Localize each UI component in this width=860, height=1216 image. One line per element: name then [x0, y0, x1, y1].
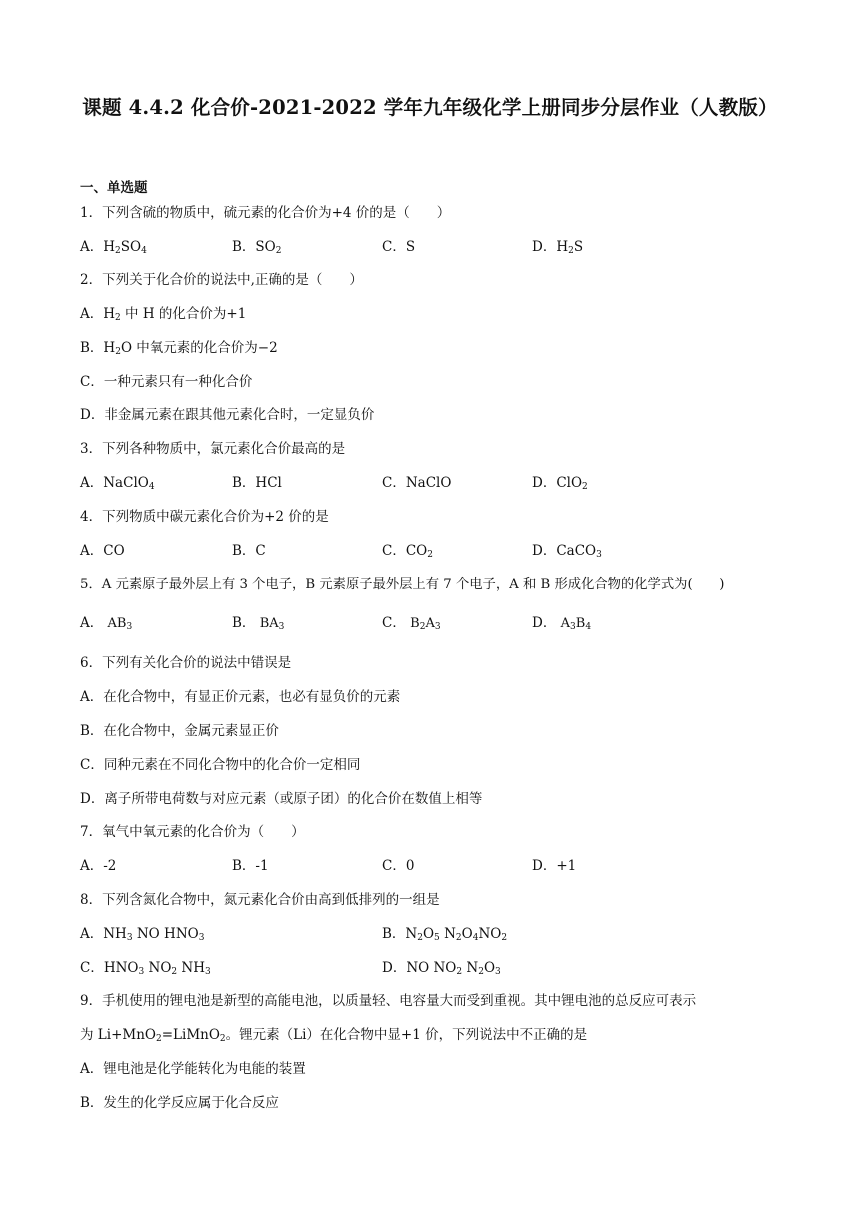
q5-option-c[interactable]: C． $B_2A_3$ [382, 615, 441, 632]
q3-option-a[interactable]: A．NaClO$_4$ [80, 475, 155, 492]
q1-option-d[interactable]: D．$H_2S$ [532, 239, 584, 256]
q6-option-a[interactable]: A．在化合物中，有显正价元素，也必有显负价的元素 [80, 689, 401, 705]
q9-option-a[interactable]: A．锂电池是化学能转化为电能的装置 [80, 1061, 306, 1077]
question-2-stem: 2．下列关于化合价的说法中,正确的是（ ） [80, 272, 363, 288]
question-6-stem: 6．下列有关化合价的说法中错误是 [80, 655, 292, 671]
q2-option-a[interactable]: A．$H_2$ 中 H 的化合价为+1 [80, 306, 247, 323]
q1-option-c[interactable]: C．S [382, 239, 416, 255]
q8-option-d[interactable]: D．NO $NO_2$ $N_2O_3$ [382, 960, 501, 977]
question-9-stem-line-1: 9．手机使用的锂电池是新型的高能电池，以质量轻、电容量大而受到重视。其中锂电池的总反应可表示 [80, 993, 697, 1009]
q4-option-a[interactable]: A．CO [80, 543, 125, 559]
question-1-stem: 1．下列含硫的物质中，硫元素的化合价为+4 价的是（ ） [80, 205, 451, 221]
q7-option-b[interactable]: B．-1 [232, 858, 269, 874]
q7-option-c[interactable]: C．0 [382, 858, 415, 874]
q5-option-a[interactable]: A． $AB_3$ [80, 615, 133, 632]
question-7-stem: 7．氧气中氧元素的化合价为（ ） [80, 824, 305, 840]
q6-option-c[interactable]: C．同种元素在不同化合物中的化合价一定相同 [80, 757, 361, 773]
q4-option-b[interactable]: B．C [232, 543, 266, 559]
q2-option-d[interactable]: D．非金属元素在跟其他元素化合时，一定显负价 [80, 407, 375, 423]
question-5-stem: 5．A 元素原子最外层上有 3 个电子，B 元素原子最外层上有 7 个电子，A 和 B 形成化合物的化学式为( ) [80, 577, 725, 592]
q7-option-d[interactable]: D．+1 [532, 858, 577, 874]
q5-option-d[interactable]: D． $A_3B_4$ [532, 615, 592, 632]
section-heading: 一、单选题 [80, 180, 148, 196]
q6-option-d[interactable]: D．离子所带电荷数与对应元素（或原子团）的化合价在数值上相等 [80, 791, 483, 807]
q2-option-b[interactable]: B．$H_2O$ 中氧元素的化合价为−2 [80, 340, 278, 357]
q5-option-b[interactable]: B． $BA_3$ [232, 615, 285, 632]
q8-option-a[interactable]: A．$NH_3$ NO $HNO_3$ [80, 926, 205, 943]
q2-option-c[interactable]: C．一种元素只有一种化合价 [80, 374, 253, 390]
question-3-stem: 3．下列各种物质中，氯元素化合价最高的是 [80, 441, 346, 457]
question-9-stem-line-2: 为 Li+MnO$_2$=LiMnO$_2$。锂元素（Li）在化合物中显+1 价，下列说法中不正确的是 [80, 1027, 588, 1044]
q1-option-b[interactable]: B．$SO_2$ [232, 239, 282, 256]
q6-option-b[interactable]: B．在化合物中，金属元素显正价 [80, 723, 279, 739]
question-8-stem: 8．下列含氮化合物中，氮元素化合价由高到低排列的一组是 [80, 892, 440, 908]
q4-option-d[interactable]: D．CaCO$_3$ [532, 543, 602, 560]
q3-option-c[interactable]: C．NaClO [382, 475, 452, 491]
page-title: 课题 4.4.2 化合价-2021-2022 学年九年级化学上册同步分层作业（人教版） [82, 96, 778, 119]
q9-option-b[interactable]: B．发生的化学反应属于化合反应 [80, 1095, 279, 1111]
q1-option-a[interactable]: A．$H_2SO_4$ [80, 239, 147, 256]
q4-option-c[interactable]: C．$CO_2$ [382, 543, 433, 560]
q7-option-a[interactable]: A．-2 [80, 858, 117, 874]
q8-option-b[interactable]: B．$N_2O_5$ $N_2O_4NO_2$ [382, 926, 508, 943]
question-4-stem: 4．下列物质中碳元素化合价为+2 价的是 [80, 509, 329, 525]
q3-option-d[interactable]: D．ClO$_2$ [532, 475, 588, 492]
q8-option-c[interactable]: C．$HNO_3$ $NO_2$ $NH_3$ [80, 960, 211, 977]
q3-option-b[interactable]: B．HCl [232, 475, 282, 491]
